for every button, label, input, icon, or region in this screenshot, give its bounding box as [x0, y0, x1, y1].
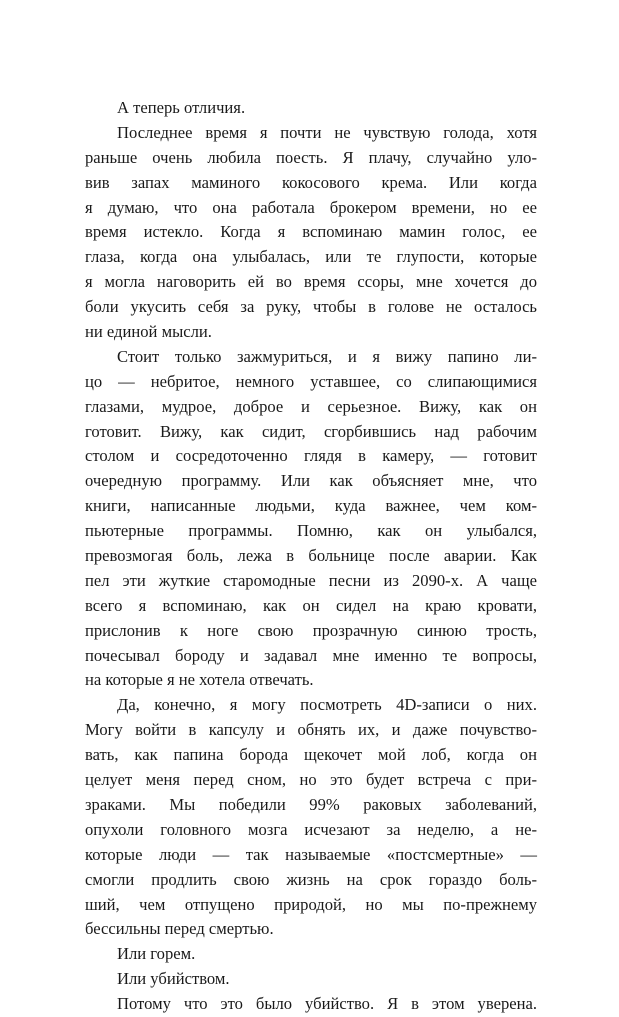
text-line: прислонив к ноге свою прозрачную синюю трость, [85, 620, 537, 640]
text-line: Потому что это было убийство. Я в этом уверена. [117, 994, 537, 1014]
text-line: всего я вспоминаю, как он сидел на краю кровати, [85, 595, 537, 615]
text-line: Или убийством. [117, 969, 230, 989]
text-line: А теперь отличия. [117, 98, 246, 117]
text-line: которые люди — так называемые «постсмертные» — [85, 844, 537, 864]
text-line: раньше очень любила поесть. Я плачу, случайно уло- [85, 147, 537, 167]
text-line: целует меня перед сном, но это будет встреча с при- [85, 770, 537, 790]
text-line: книги, написанные людьми, куда важнее, чем ком- [85, 496, 537, 516]
text-line: вив запах маминого кокосового крема. Или когда [85, 172, 537, 192]
text-line: превозмогая боль, лежа в больнице после аварии. Как [85, 546, 537, 566]
text-line: столом и сосредоточенно глядя в камеру, — готовит [85, 446, 537, 466]
text-line: глазами, мудрое, доброе и серьезное. Вижу, как он [85, 396, 537, 416]
text-line: на которые я не хотела отвечать. [85, 670, 314, 690]
text-line: бессильны перед смертью. [85, 919, 274, 939]
text-line: смогли продлить свою жизнь на срок гораздо боль- [85, 869, 537, 889]
text-line: Или горем. [117, 944, 196, 964]
text-line: время истекло. Когда я вспоминаю мамин голос, ее [85, 222, 537, 242]
text-line: я думаю, что она работала брокером времени, но ее [85, 197, 537, 217]
text-line: зраками. Мы победили 99% раковых заболеваний, [85, 794, 537, 814]
text-line: я могла наговорить ей во время ссоры, мне хочется до [85, 272, 537, 292]
text-line: готовит. Вижу, как сидит, сгорбившись над рабочим [85, 421, 537, 441]
text-line: глаза, когда она улыбалась, или те глупости, которые [85, 247, 537, 267]
text-line: очередную программу. Или как объясняет мне, что [85, 471, 537, 491]
text-line: ни единой мысли. [85, 322, 212, 342]
text-line: Да, конечно, я могу посмотреть 4D-записи о них. [117, 695, 537, 715]
text-line: пел эти жуткие старомодные песни из 2090-х. А чаще [85, 570, 537, 590]
text-line: почесывал бороду и задавал мне именно те вопросы, [85, 645, 537, 665]
text-line: вать, как папина борода щекочет мой лоб, когда он [85, 745, 537, 765]
text-line: ший, чем отпущено природой, но мы по-прежнему [85, 894, 537, 914]
text-line: пьютерные программы. Помню, как он улыбался, [85, 521, 537, 541]
page-body [85, 96, 537, 1017]
text-line: цо — небритое, немного уставшее, со слипающимися [85, 371, 537, 391]
text-line: Стоит только зажмуриться, и я вижу папино ли- [117, 346, 537, 366]
text-line: боли укусить себя за руку, чтобы в голове не осталось [85, 297, 537, 317]
text-line: Последнее время я почти не чувствую голода, хотя [117, 122, 537, 142]
text-line: опухоли головного мозга исчезают за неделю, а не- [85, 819, 537, 839]
text-line: Могу войти в капсулу и обнять их, и даже почувство- [85, 720, 537, 740]
